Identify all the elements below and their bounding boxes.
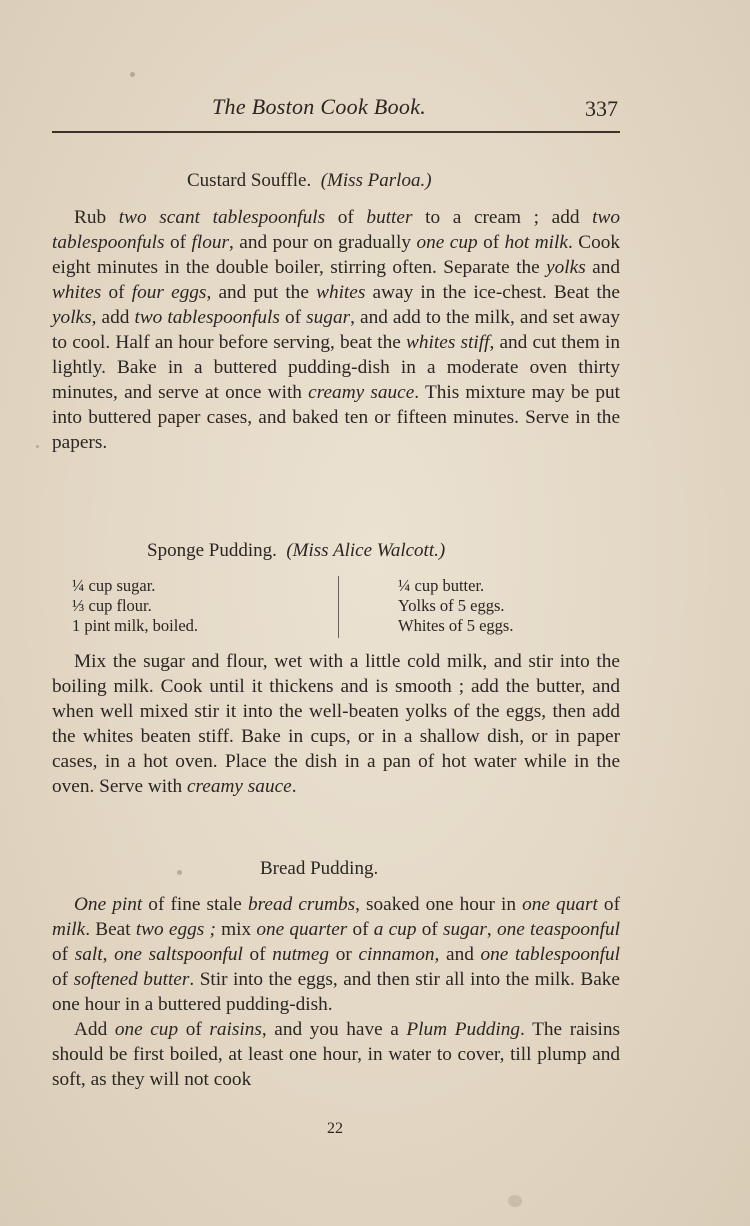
text-run: of [52,969,74,990]
text-run: of [477,232,505,253]
text-run: , and pour on gradually [229,232,417,253]
text-run: . Stir into the eggs, and then stir all into the milk. Bake one hour in a buttered pudding-dish. [52,969,620,1015]
italic-run: four eggs [131,282,207,303]
italic-run: Plum Pudding [406,1019,521,1040]
italic-run: creamy sauce [186,776,292,797]
recipe-paragraph [52,649,620,799]
text-run: , and you have a [261,1019,407,1040]
recipe-author: (Miss Parloa.) [320,170,432,191]
text-run: of [101,282,132,303]
page-number: 337 [585,96,618,121]
custard-souffle-body [52,205,620,455]
italic-run: whites [52,282,102,303]
ingredient-item: Yolks of 5 eggs. [398,596,505,615]
sponge-pudding-heading [147,540,445,562]
signature-mark: 22 [327,1120,343,1137]
text-run: away in the ice-chest. Beat the [365,282,620,303]
custard-souffle-heading [187,170,432,192]
italic-run: sugar [306,307,351,328]
text-run: to a cream ; add [412,207,593,228]
italic-run: raisins [209,1019,262,1040]
ingredients-left-column [72,576,198,636]
text-run: , soaked one hour in [355,894,523,915]
recipe-title: Sponge Pudding. [147,540,277,561]
text-run: . The raisins should be first boiled, at least one hour, in water to cover, till plump and soft, as they will not cook [52,1019,621,1090]
paper-speck [177,870,182,875]
italic-run: two tablespoonfuls [52,207,620,253]
italic-run: softened butter [73,969,190,990]
italic-run: one quart [522,894,598,915]
paper-stain [508,1195,522,1207]
ingredient-item: ¼ cup butter. [398,576,485,595]
bread-pudding-body [52,892,620,1092]
italic-run: a cup [373,919,417,940]
italic-run: flour [191,232,229,253]
italic-run: one cup [416,232,478,253]
header-rule [52,131,620,133]
italic-run: creamy sauce [308,382,415,403]
recipe-title: Bread Pudding. [260,858,379,879]
text-run: of [325,207,367,228]
text-run: , add [91,307,135,328]
text-run: of [178,1019,210,1040]
recipe-paragraph [52,1017,620,1092]
italic-run: whites [316,282,366,303]
text-run: . Beat [85,919,136,940]
running-head [52,92,622,126]
sponge-pudding-body [52,649,620,799]
text-run: of [164,232,192,253]
italic-run: sugar [442,919,487,940]
text-run: , and cut them in lightly. Bake in a buttered pudding-dish in a moderate oven thirty minutes, and serve at once with [52,332,620,403]
recipe-paragraph [52,205,620,455]
ingredients-list [72,574,572,640]
paper-speck [36,445,39,448]
italic-run: one cup [114,1019,179,1040]
bread-pudding-heading [260,858,378,880]
text-run: , and [434,944,481,965]
text-run: and [585,257,620,278]
text-run: of [279,307,307,328]
italic-run: two eggs ; [135,919,216,940]
text-run: mix [215,919,257,940]
italic-run: butter [366,207,413,228]
text-run: , [102,944,115,965]
italic-run: cinnamon [358,944,435,965]
italic-run: two scant tablespoonfuls [118,207,326,228]
text-run: of [597,894,620,915]
text-run: of fine stale [142,894,248,915]
text-run: , [486,919,497,940]
text-run: Mix the sugar and flour, wet with a little cold milk, and stir into the boiling milk. Cook until it thickens and is smooth ; add the butter, and when well mixed stir it into the well-beaten yolks of the eggs, then add the whites beaten stiff. Bake in cups, or in a shallow dish, or in paper cases, in a hot oven. Place the dish in a pan of hot water while in the oven. Serve with [52,651,620,797]
text-run: or [329,944,359,965]
book-title: The Boston Cook Book. [212,94,427,119]
ingredients-divider [338,576,339,638]
italic-run: bread crumbs [247,894,356,915]
text-run: , and put the [206,282,317,303]
ingredient-item: 1 pint milk, boiled. [72,616,199,635]
italic-run: whites stiff [406,332,490,353]
italic-run: one quarter [256,919,348,940]
paper-speck [130,72,135,77]
italic-run: one tablespoonful [480,944,620,965]
italic-run: yolks [546,257,586,278]
recipe-paragraph [52,892,620,1017]
text-run: of [242,944,273,965]
italic-run: yolks [52,307,92,328]
text-run: . [291,776,297,797]
text-run: of [416,919,443,940]
recipe-title: Custard Souffle. [187,170,312,191]
italic-run: hot milk [504,232,568,253]
italic-run: one saltspoonful [114,944,243,965]
italic-run: nutmeg [272,944,330,965]
text-run: . Cook eight minutes in the double boiler, stirring often. Separate the [52,232,621,278]
italic-run: two tablespoonfuls [134,307,280,328]
text-run: Rub [74,207,119,228]
text-run: , and add to the milk, and set away to cool. Half an hour before serving, beat the [52,307,620,353]
text-run: . This mixture may be put into buttered paper cases, and baked ten or fifteen minutes. Serve in the papers. [52,382,620,453]
ingredient-item: Whites of 5 eggs. [398,616,514,635]
ingredient-item: ⅓ cup flour. [72,596,152,615]
text-run: of [52,944,75,965]
italic-run: salt [74,944,103,965]
ingredients-right-column [398,576,513,636]
text-run: Add [74,1019,115,1040]
text-run: of [347,919,374,940]
italic-run: milk [52,919,86,940]
ingredient-item: ¼ cup sugar. [72,576,156,595]
italic-run: One pint [74,894,143,915]
italic-run: one teaspoonful [496,919,621,940]
recipe-author: (Miss Alice Walcott.) [286,540,446,561]
